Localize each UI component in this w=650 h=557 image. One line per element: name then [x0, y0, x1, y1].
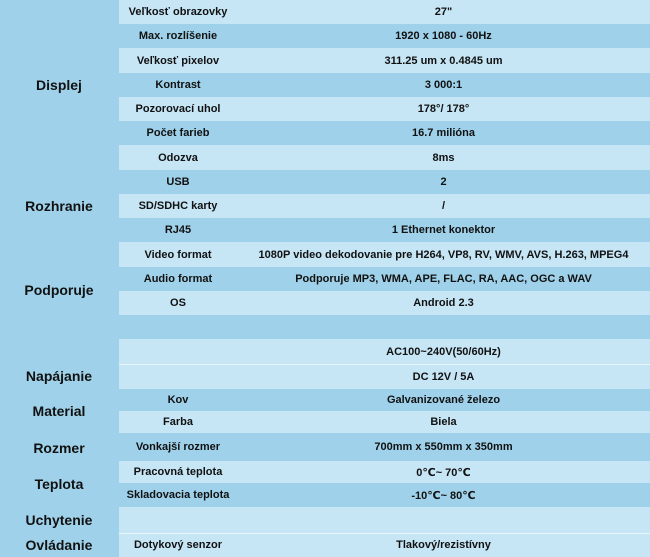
- category-displej: Displej: [0, 0, 118, 170]
- row-value: AC100~240V(50/60Hz): [386, 345, 501, 358]
- row-value: Tlakový/rezistívny: [396, 539, 491, 551]
- row-parameter: Vonkajší rozmer: [135, 441, 221, 453]
- category-ovladanie: Ovládanie: [0, 533, 118, 557]
- table-row: [119, 411, 650, 433]
- table-row: [119, 48, 650, 73]
- table-row: [119, 73, 650, 97]
- table-row: [119, 433, 650, 461]
- row-value: 8ms: [432, 151, 455, 164]
- row-parameter: SD/SDHC karty: [138, 200, 218, 212]
- row-parameter: Pozorovací uhol: [135, 103, 221, 115]
- row-value: 311.25 um x 0.4845 um: [384, 54, 503, 67]
- category-podporuje: Podporuje: [0, 242, 118, 338]
- row-value: 1 Ethernet konektor: [391, 224, 496, 236]
- row-parameter: Veľkosť obrazovky: [128, 6, 228, 18]
- row-value: 178°/ 178°: [417, 103, 470, 115]
- category-rozhranie: Rozhranie: [0, 170, 118, 242]
- row-parameter: Skladovacia teplota: [126, 489, 230, 501]
- row-value: 0℃~ 70℃: [416, 466, 471, 479]
- table-row: [119, 242, 650, 267]
- row-parameter: Kontrast: [155, 79, 201, 91]
- row-value: 27": [434, 6, 453, 18]
- table-row: [119, 24, 650, 48]
- row-value: Android 2.3: [413, 297, 474, 309]
- row-parameter: Kov: [167, 394, 189, 406]
- table-row: [119, 170, 650, 194]
- row-value: Galvanizované železo: [386, 394, 501, 406]
- table-row: [119, 218, 650, 242]
- row-value: -10℃~ 80℃: [411, 489, 476, 502]
- row-parameter: Max. rozlíšenie: [138, 30, 218, 42]
- row-parameter: Pracovná teplota: [133, 466, 223, 478]
- row-parameter: Odozva: [158, 151, 198, 164]
- table-row: [119, 121, 650, 145]
- row-value: 1080P video dekodovanie pre H264, VP8, RV, WMV, AVS, H.263, MPEG4: [258, 248, 629, 261]
- category-rozmer: Rozmer: [0, 433, 118, 463]
- row-value: 1920 x 1080 - 60Hz: [395, 30, 492, 42]
- table-row: [119, 97, 650, 121]
- table-row: [119, 315, 650, 339]
- table-row: [119, 145, 650, 170]
- row-value: 2: [440, 176, 447, 188]
- row-value: Podporuje MP3, WMA, APE, FLAC, RA, AAC, OGC a WAV: [295, 273, 592, 285]
- table-row: [119, 364, 650, 389]
- row-parameter: Veľkosť pixelov: [136, 54, 220, 67]
- row-parameter: [119, 339, 237, 364]
- row-value: 16.7 milióna: [412, 127, 475, 139]
- row-divider: [119, 533, 650, 534]
- table-row: [119, 0, 650, 24]
- row-parameter: Video format: [144, 248, 212, 261]
- category-material: Material: [0, 389, 118, 433]
- category-uchytenie: Uchytenie: [0, 507, 118, 533]
- row-divider: [119, 364, 650, 365]
- row-parameter: [119, 364, 237, 389]
- row-value: 3 000:1: [424, 79, 463, 91]
- row-parameter: Audio format: [143, 273, 213, 285]
- row-value: DC 12V / 5A: [412, 370, 475, 383]
- table-row: [119, 389, 650, 411]
- table-row: [119, 533, 650, 557]
- row-value: [237, 315, 650, 339]
- table-row: [119, 483, 650, 507]
- row-value: [237, 507, 650, 533]
- row-parameter: Počet farieb: [146, 127, 210, 139]
- row-parameter: RJ45: [164, 224, 192, 236]
- row-value: 700mm x 550mm x 350mm: [374, 441, 513, 453]
- table-row: [119, 291, 650, 315]
- category-napajanie: Napájanie: [0, 338, 118, 413]
- row-parameter: [119, 507, 237, 533]
- table-row: [119, 194, 650, 218]
- table-row: [119, 461, 650, 483]
- row-parameter: OS: [170, 297, 186, 309]
- row-parameter: USB: [166, 176, 190, 188]
- category-teplota: Teplota: [0, 463, 118, 505]
- row-parameter: [119, 315, 237, 339]
- row-value: Biela: [430, 416, 457, 428]
- row-parameter: Farba: [163, 416, 193, 428]
- row-parameter: Dotykový senzor: [133, 539, 223, 551]
- table-row: [119, 267, 650, 291]
- row-value: /: [441, 200, 446, 212]
- table-row: [119, 339, 650, 364]
- table-row: [119, 507, 650, 533]
